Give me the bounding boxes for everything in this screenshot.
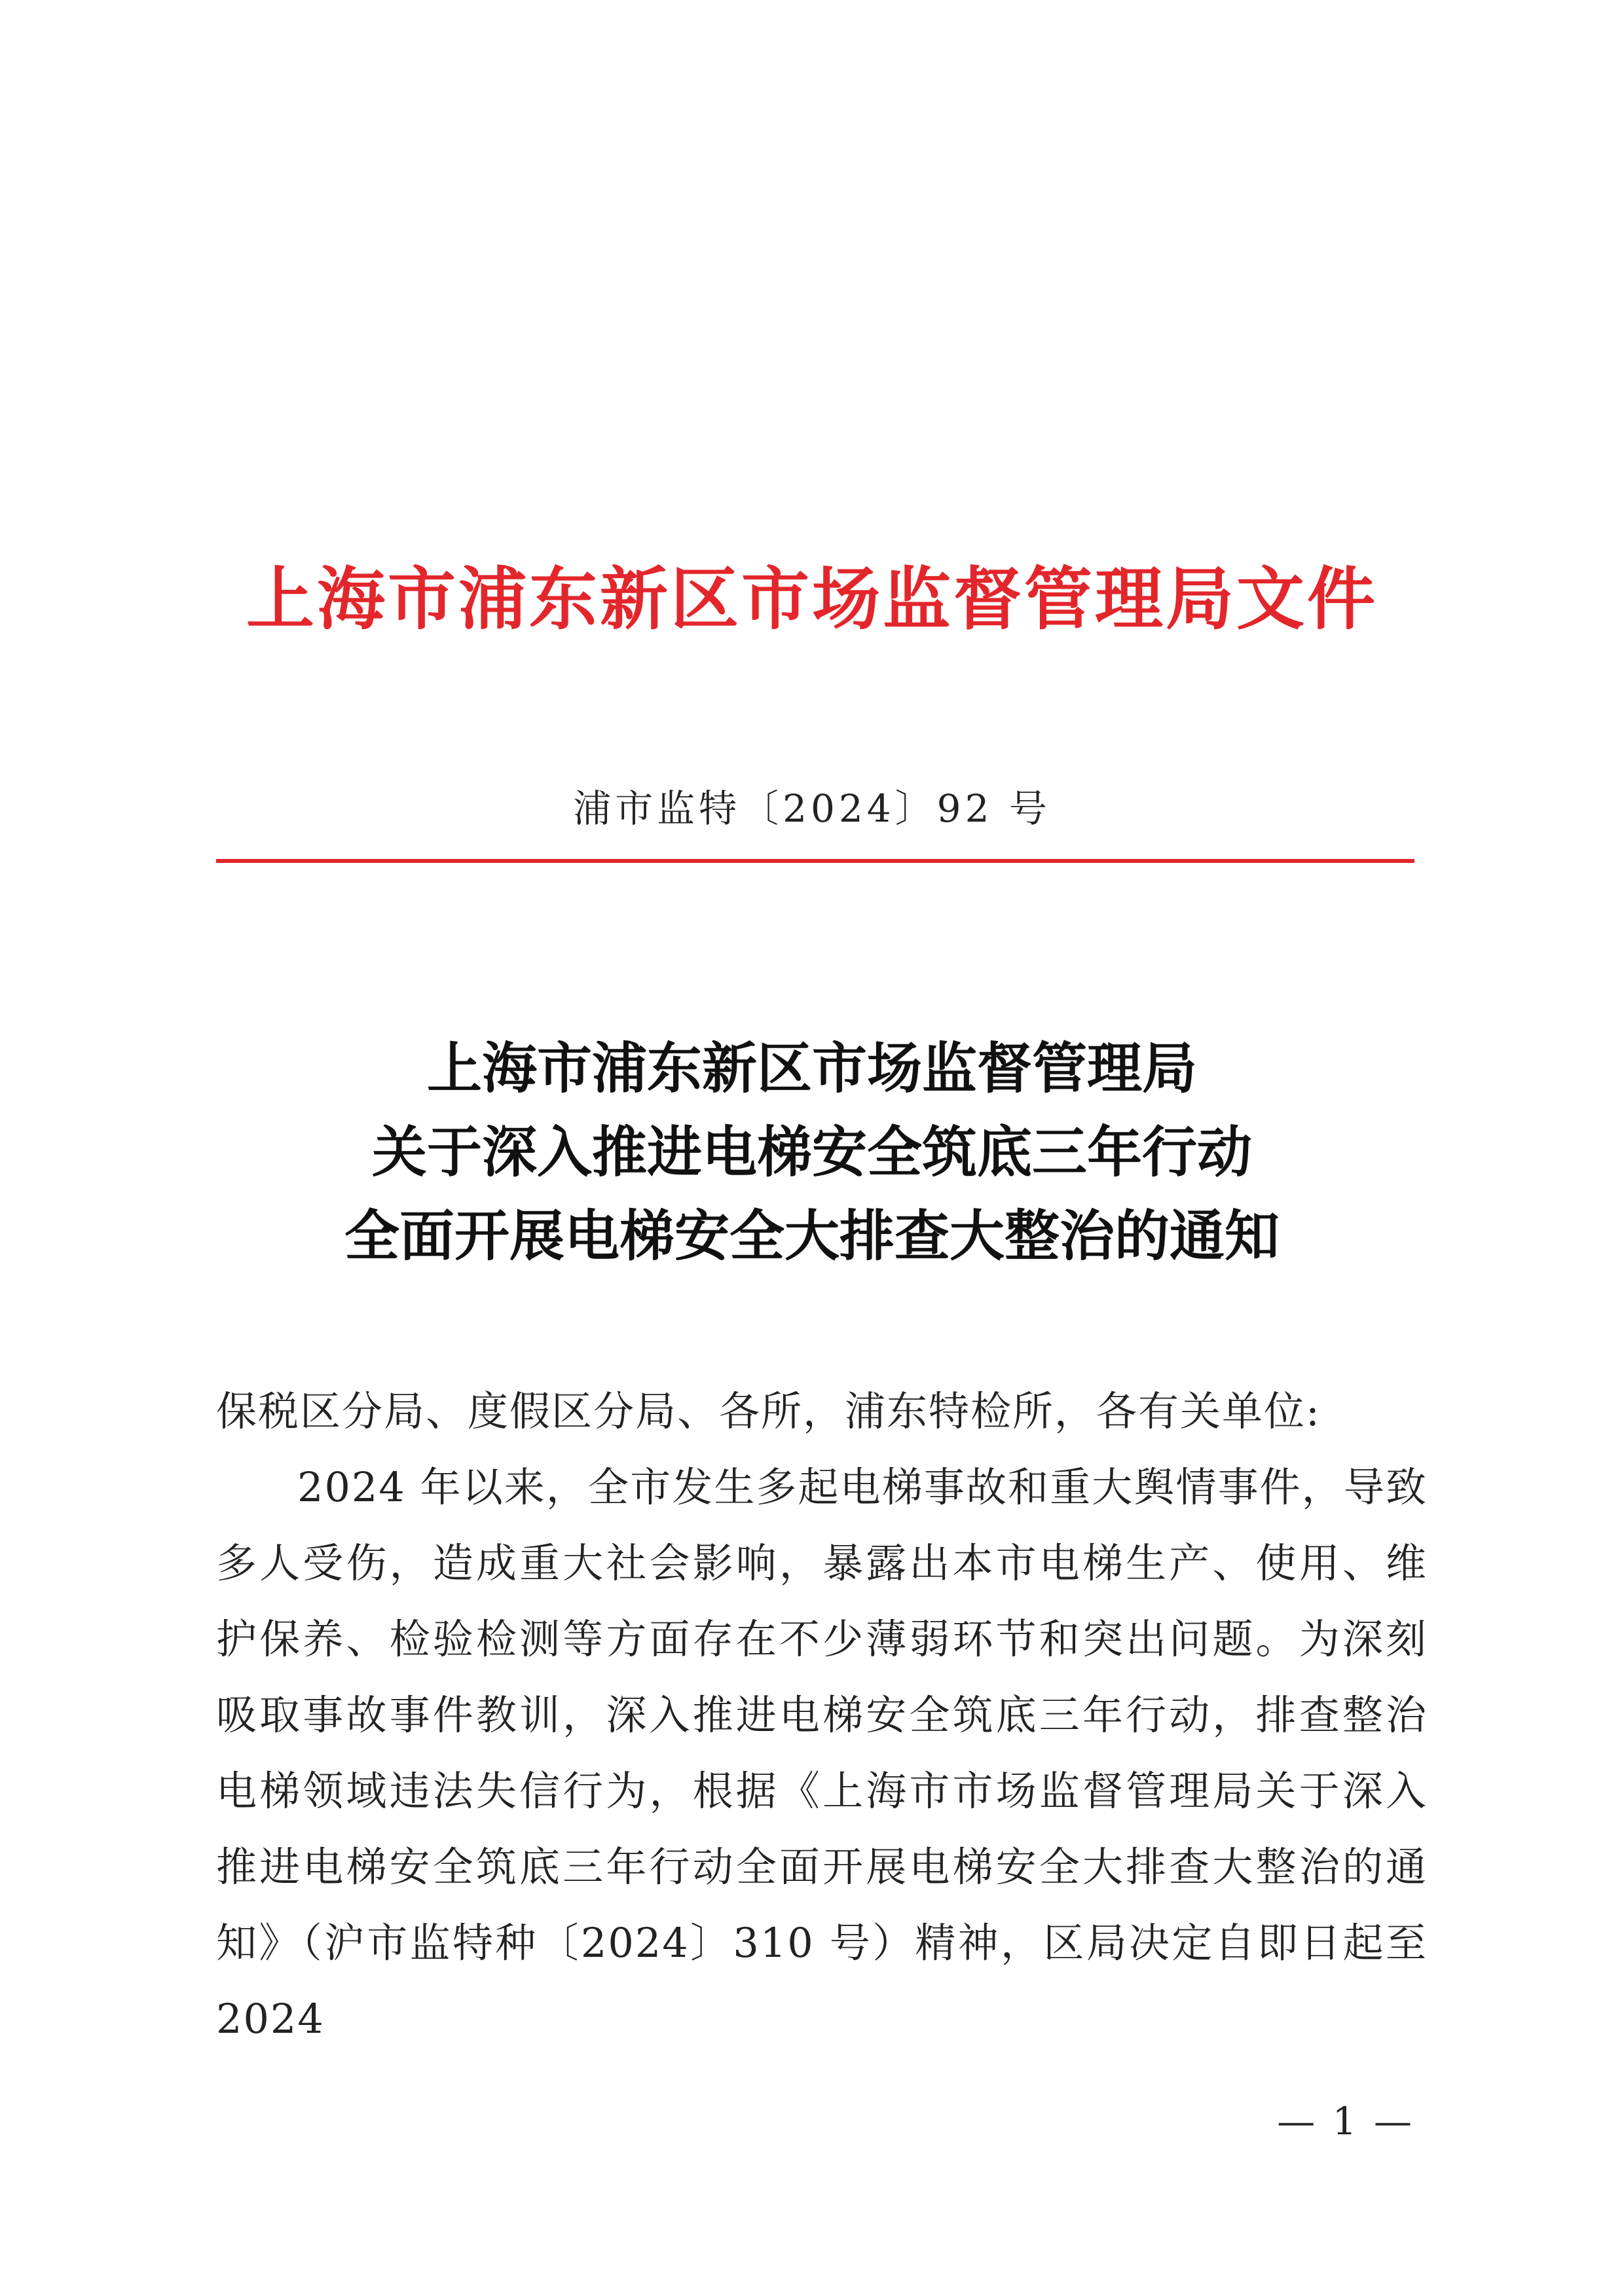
title-line-2: 关于深入推进电梯安全筑底三年行动: [371, 1120, 1252, 1184]
document-number: 浦市监特〔2024〕92 号: [573, 786, 1051, 831]
title-line-1: 上海市浦东新区市场监督管理局: [426, 1036, 1197, 1101]
red-separator-line: [216, 859, 1414, 863]
document-title: [0, 1027, 1624, 1278]
page-number: — 1 —: [1277, 2099, 1414, 2143]
document-body: [216, 1374, 1428, 2057]
body-paragraph: 2024 年以来，全市发生多起电梯事故和重大舆情事件，导致多人受伤，造成重大社会影响，暴露出本市电梯生产、使用、维护保养、检验检测等方面存在不少薄弱环节和突出问题。为深刻吸取事故事件教训，深入推进电梯安全筑底三年行动，排查整治电梯领域违法失信行为，根据《上海市市场监督管理局关于深入推进电梯安全筑底三年行动全面开展电梯安全大排查大整治的通知》（沪市监特种〔2024〕310 号）精神，区局决定自即日起至 2024: [216, 1463, 1428, 2043]
addressee-line: 保税区分局、度假区分局、各所，浦东特检所，各有关单位:: [216, 1387, 1321, 1435]
issuer-header-title: 上海市浦东新区市场监督管理局文件: [246, 558, 1378, 639]
title-line-3: 全面开展电梯安全大排查大整治的通知: [344, 1203, 1280, 1268]
